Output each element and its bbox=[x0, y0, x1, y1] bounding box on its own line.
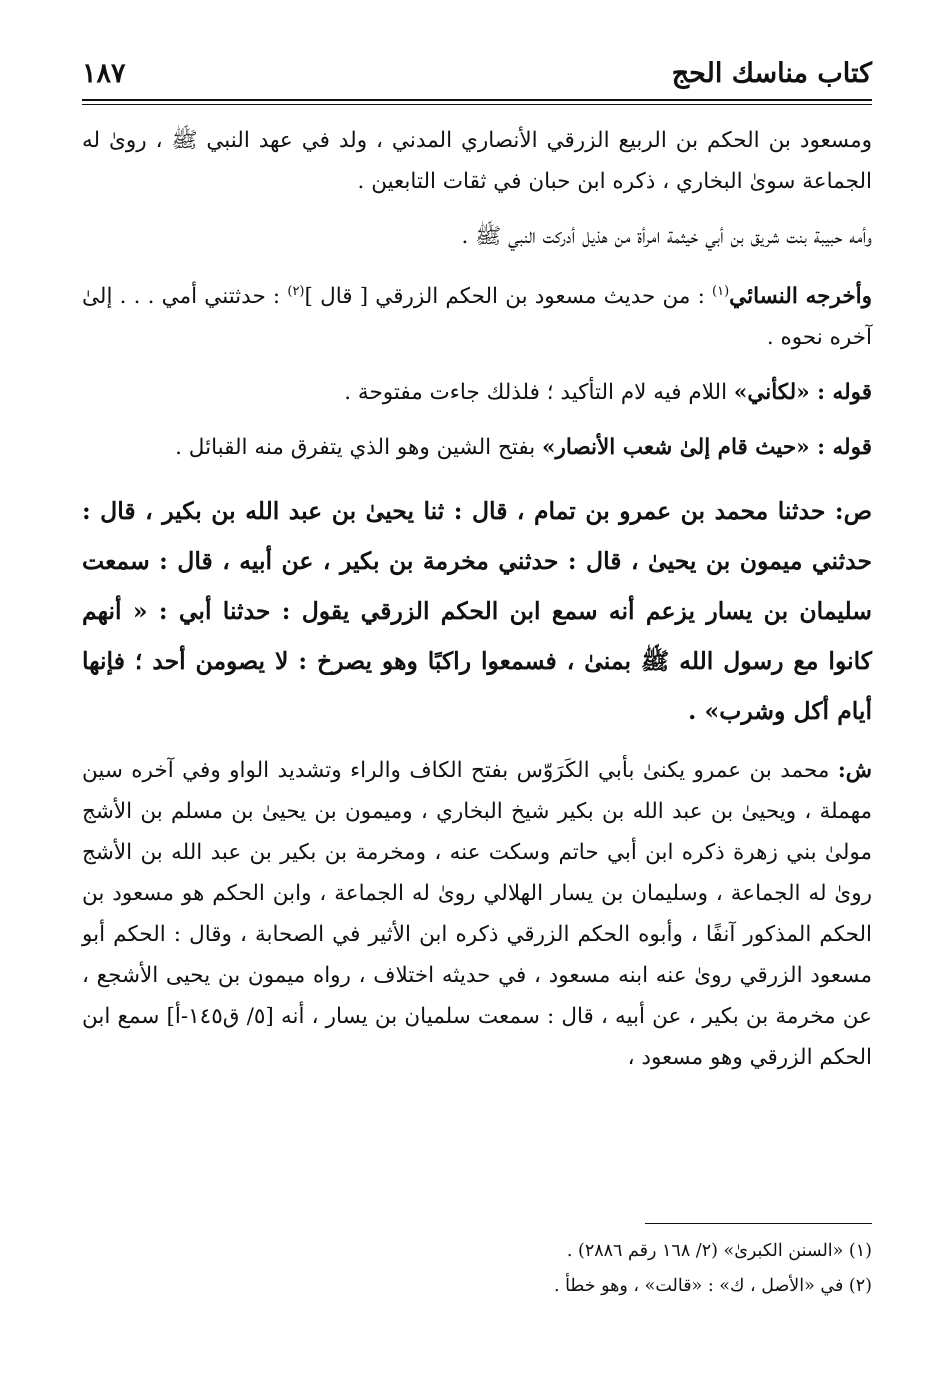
paragraph-mother: وأمه حبيبة بنت شريق بن أبي خيثمة امرأة من هذيل أدركت النبي ﷺ . bbox=[461, 224, 872, 249]
lakanni-rest: اللام فيه لام التأكيد ؛ فلذلك جاءت مفتوحة . bbox=[344, 380, 734, 406]
footnotes bbox=[82, 1234, 872, 1304]
page-header bbox=[82, 52, 872, 96]
nasai-rest: : حدثتني أمي . . . إلىٰ آخره نحوه . bbox=[82, 284, 872, 351]
shib-rest: بفتح الشين وهو الذي يتفرق منه القبائل . bbox=[175, 435, 543, 461]
sharh-lead: ش: bbox=[837, 758, 872, 784]
footnote-rule bbox=[645, 1223, 872, 1224]
paragraph-shib bbox=[82, 427, 872, 468]
hadith-text: ص: حدثنا محمد بن عمرو بن تمام ، قال : ثنا يحيىٰ بن عبد الله بن بكير ، قال : حدثني ميمون بن يحيىٰ ، قال : حدثني مخرمة بن بكير ، عن أبيه ، قال : سمعت سليمان بن يسار يزعم أنه سمع ابن الحكم الزرقي يقول : حدثنا أبي : « أنهم كانوا مع رسول الله ﷺ بمنىٰ ، فسمعوا راكبًا وهو يصرخ : لا يصومن أحد ؛ فإنها أيام أكل وشرب» . bbox=[82, 497, 872, 726]
lakanni-lead: قوله : «لكأني» bbox=[733, 380, 872, 406]
nasai-lead: وأخرجه النسائي bbox=[729, 284, 872, 310]
footnote-ref-2: (٢) bbox=[287, 284, 305, 299]
shib-lead: قوله : «حيث قام إلىٰ شعب الأنصار» bbox=[542, 435, 872, 461]
header-rule bbox=[82, 99, 872, 105]
footnote-ref-1: (١) bbox=[712, 284, 730, 299]
paragraph-sharh bbox=[82, 750, 872, 1078]
nasai-mid: : من حديث مسعود بن الحكم الزرقي [ قال ] bbox=[304, 284, 713, 310]
page-number: ١٨٧ bbox=[82, 58, 126, 89]
paragraph-narrator-bio: ومسعود بن الحكم بن الربيع الزرقي الأنصاري المدني ، ولد في عهد النبي ﷺ ، روىٰ له الجماعة سوىٰ البخاري ، ذكره ابن حبان في ثقات التابعين . bbox=[82, 128, 872, 194]
footnote-1: (١) «السنن الكبرىٰ» (٢/ ١٦٨ رقم ٢٨٨٦) . bbox=[566, 1241, 872, 1261]
paragraph-nasai bbox=[82, 271, 872, 358]
sharh-text: محمد بن عمرو يكنىٰ بأبي الكَرَوّس بفتح الكاف والراء وتشديد الواو وفي آخره سين مهملة ، ويحيىٰ بن عبد الله بن بكير شيخ البخاري ، وميمون بن يحيىٰ بن مسلم بن الأشج مولىٰ بني زهرة ذكره ابن أبي حاتم وسكت عنه ، ومخرمة بن بكير بن عبد الله بن الأشج روىٰ له الجماعة ، وسليمان بن يسار الهلالي روىٰ له الجماعة ، وابن الحكم هو مسعود بن الحكم المذكور آنفًا ، وأبوه الحكم الزرقي ذكره ابن الأثير في الصحابة ، وقال : الحكم أبو مسعود الزرقي روىٰ عنه ابنه مسعود ، في حديثه اختلاف ، رواه ميمون بن يحيى الأشجع ، عن مخرمة بن بكير ، عن أبيه ، قال : سمعت سلميان بن يسار ، أنه [٥/ ق١٤٥-أ] سمع ابن الحكم الزرقي وهو مسعود ، bbox=[82, 758, 873, 1071]
footnote-2: (٢) في «الأصل ، ك» : «قالت» ، وهو خطأ . bbox=[553, 1276, 872, 1296]
paragraph-lakanni bbox=[82, 372, 872, 413]
chapter-title: كتاب مناسك الحج bbox=[671, 58, 872, 89]
main-text bbox=[82, 120, 872, 1078]
